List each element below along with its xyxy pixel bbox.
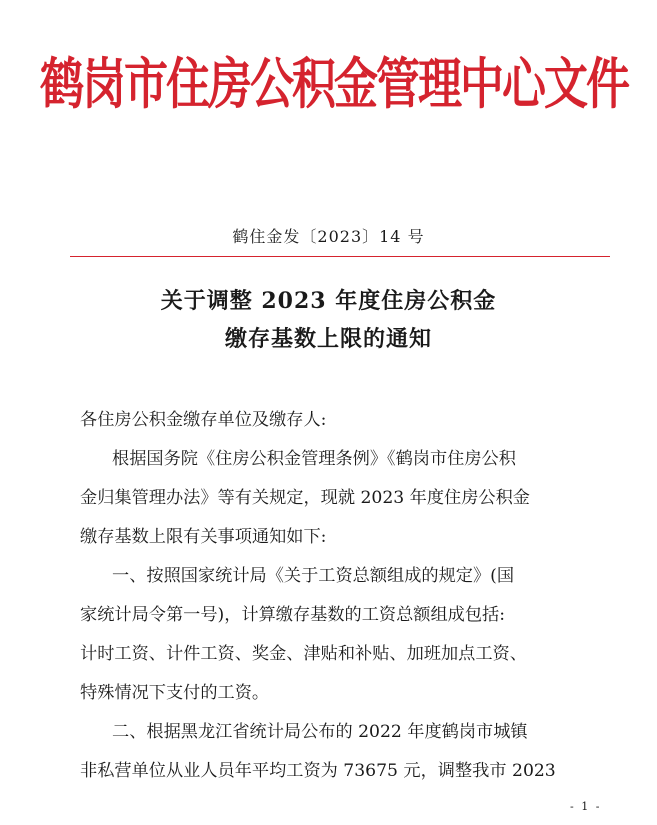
body-line: 金归集管理办法》等有关规定，现就 2023 年度住房公积金: [80, 488, 530, 508]
body-line: 特殊情况下支付的工资。: [80, 683, 270, 703]
page-number: - 1 -: [570, 800, 602, 813]
org-header-title: 鹤岗市住房公积金管理中心文件: [40, 53, 628, 117]
salutation: 各住房公积金缴存单位及缴存人:: [80, 410, 327, 430]
document-number: 鹤住金发〔2023〕14 号: [232, 227, 425, 246]
body-line: 家统计局令第一号)，计算缴存基数的工资总额组成包括:: [80, 605, 505, 625]
red-divider-line: [70, 256, 610, 257]
body-line: 计时工资、计件工资、奖金、津贴和补贴、加班加点工资、: [80, 644, 527, 664]
notice-title-line-1: 关于调整 2023 年度住房公积金: [160, 288, 497, 314]
notice-title-line-2: 缴存基数上限的通知: [224, 326, 432, 352]
body-line: 缴存基数上限有关事项通知如下:: [80, 527, 327, 547]
body-line: 一、按照国家统计局《关于工资总额组成的规定》(国: [112, 566, 515, 586]
body-line: 二、根据黑龙江省统计局公布的 2022 年度鹤岗市城镇: [112, 722, 528, 742]
body-line: 非私营单位从业人员年平均工资为 73675 元，调整我市 2023: [80, 761, 556, 781]
body-line: 根据国务院《住房公积金管理条例》《鹤岗市住房公积: [112, 449, 516, 469]
